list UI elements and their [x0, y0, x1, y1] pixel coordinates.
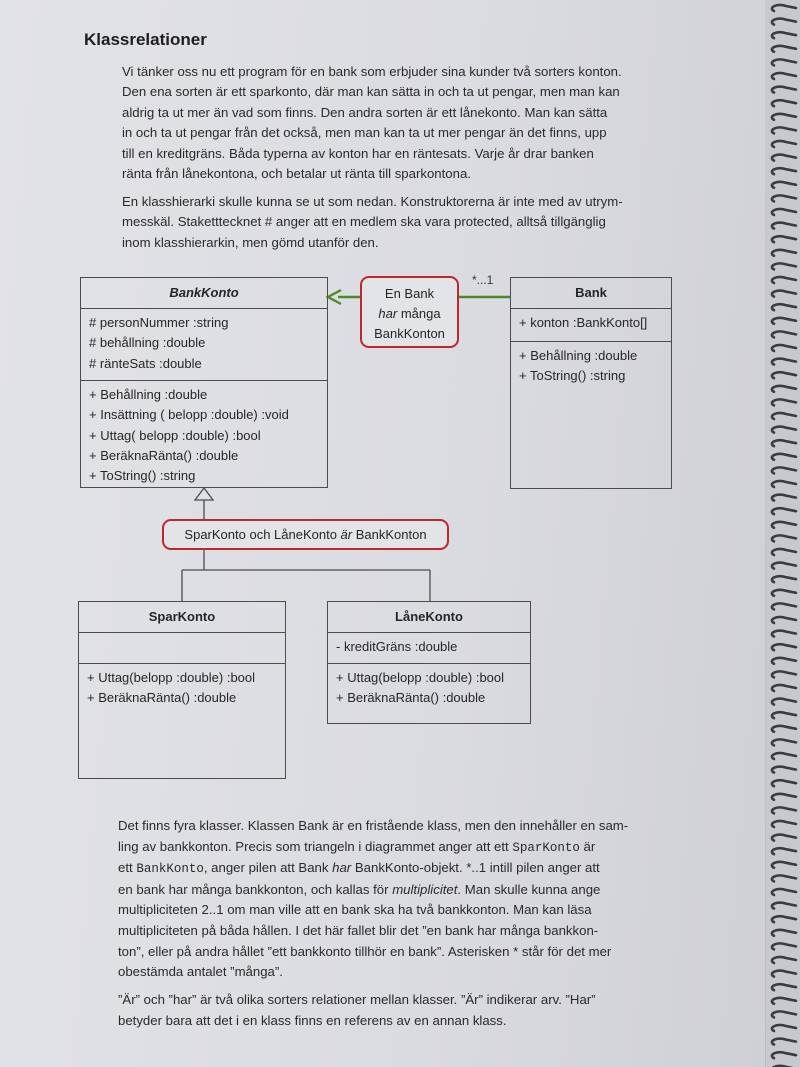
method: + Insättning ( belopp :double) :void [89, 407, 289, 423]
attribute: + konton :BankKonto[] [519, 315, 648, 330]
note-line: En Bank [384, 286, 435, 301]
text-line: Vi tänker oss nu ett program för en bank som erbjuder sina kunder två sorters konton. [122, 64, 622, 79]
methods-section [328, 664, 530, 713]
class-sparkonto [78, 601, 286, 779]
text: en bank har många bankkonton, och kallas för [118, 881, 393, 897]
method: + ToString() :string [519, 368, 626, 384]
note-text: BankKonton [352, 527, 427, 542]
note-line [362, 304, 457, 324]
method: + BeräknaRänta() :double [87, 690, 237, 706]
methods-section [79, 664, 285, 713]
class-name: Bank [511, 278, 671, 309]
method: + BeräknaRänta() :double [89, 447, 239, 463]
attribute: # ränteSats :double [89, 355, 202, 371]
text-line: obestämda antalet ”många”. [118, 964, 283, 980]
class-bank [510, 277, 672, 489]
attributes-section [81, 309, 327, 381]
text-line: multipliciteten på båda hållen. I det här fallet blir det ”en bank har många bankkon- [118, 922, 599, 938]
class-lanekonto [327, 601, 531, 724]
attribute: - kreditGräns :double [336, 639, 458, 654]
note-text: många [397, 306, 441, 321]
text-line [118, 837, 628, 859]
note-emphasis: har [378, 306, 398, 321]
text-line: En klasshierarki skulle kunna se ut som nedan. Konstruktorerna är inte med av utrym- [122, 194, 623, 209]
class-name: LåneKonto [328, 602, 530, 633]
methods-section [511, 342, 671, 391]
text-line: ”Är” och ”har” är två olika sorters relationer mellan klasser. ”Är” indikerar arv. ”Har” [118, 992, 596, 1007]
code-text: BankKonto [136, 862, 204, 877]
text-line: ränta från lånekontona, och betalar ut ränta till sparkontona. [122, 166, 471, 182]
text-line: Den ena sorten är ett sparkonto, där man kan sätta in och ta ut pengar, men man kan [122, 84, 620, 100]
text-line [118, 880, 628, 901]
attributes-section [511, 309, 671, 342]
note-text: SparKonto och LåneKonto [184, 527, 341, 542]
text-line: aldrig ta ut mer än vad som finns. Den andra sorten är ett lånekonto. Man kan sätta [122, 104, 608, 120]
code-text: SparKonto [512, 840, 580, 855]
text-line: inom klasshierarkin, men gömd utanför den. [122, 234, 379, 250]
explanation-paragraph [118, 816, 628, 983]
method: + Behållning :double [89, 387, 208, 402]
text: . Man skulle kunna ange [457, 881, 601, 897]
attribute: # behållning :double [89, 335, 206, 351]
spiral-binding [766, 0, 800, 1067]
class-name: BankKonto [81, 278, 327, 309]
class-bankkonto [80, 277, 328, 488]
text-line: till en kreditgräns. Båda typerna av konton har en räntesats. Varje år drar banken [122, 145, 594, 161]
text-line [118, 858, 628, 880]
method: + ToString() :string [89, 468, 196, 484]
note-line: BankKonton [374, 326, 445, 341]
method: + Uttag(belopp :double) :bool [336, 670, 505, 685]
text-line: betyder bara att det i en klass finns en referens av en annan klass. [118, 1012, 507, 1028]
method: + Uttag( belopp :double) :bool [89, 427, 261, 443]
text-line: ton”, eller på andra hållet ”ett bankkonto tillhör en bank”. Asterisken * står för det mer [118, 943, 612, 959]
methods-section [81, 381, 327, 490]
text: är [579, 838, 596, 854]
section-heading: Klassrelationer [84, 30, 207, 49]
note-has-relation [360, 276, 459, 348]
emphasis: multiplicitet [392, 881, 458, 897]
text: ett [118, 860, 137, 876]
text-line: messkäl. Staketttecknet # anger att en medlem ska vara protected, alltså tillgänglig [122, 214, 606, 230]
attributes-section [79, 633, 285, 664]
attributes-section [328, 633, 530, 664]
method: + Uttag(belopp :double) :bool [87, 670, 256, 685]
multiplicity-label: *...1 [472, 273, 494, 287]
text: ling av bankkonton. Precis som triangeln i diagrammet anger att ett [118, 838, 513, 854]
relations-paragraph [118, 990, 596, 1031]
class-name: SparKonto [79, 602, 285, 633]
text: BankKonto-objekt. *..1 intill pilen anger att [351, 860, 600, 876]
method: + BeräknaRänta() :double [336, 690, 486, 706]
note-is-relation [162, 519, 449, 550]
text-line: Det finns fyra klasser. Klassen Bank är en fristående klass, men den innehåller en sam- [118, 818, 629, 833]
method: + Behållning :double [519, 348, 638, 363]
attribute: # personNummer :string [89, 315, 229, 330]
text-line: multipliciteten 2..1 om man ville att en bank ska ha två bankkonton. Man kan läsa [118, 902, 592, 918]
emphasis: har [332, 860, 352, 876]
note-emphasis: är [340, 527, 353, 542]
text-line: in och ta ut pengar från det också, men man kan ta ut mer pengar än det finns, upp [122, 125, 607, 141]
text: , anger pilen att Bank [203, 860, 333, 876]
